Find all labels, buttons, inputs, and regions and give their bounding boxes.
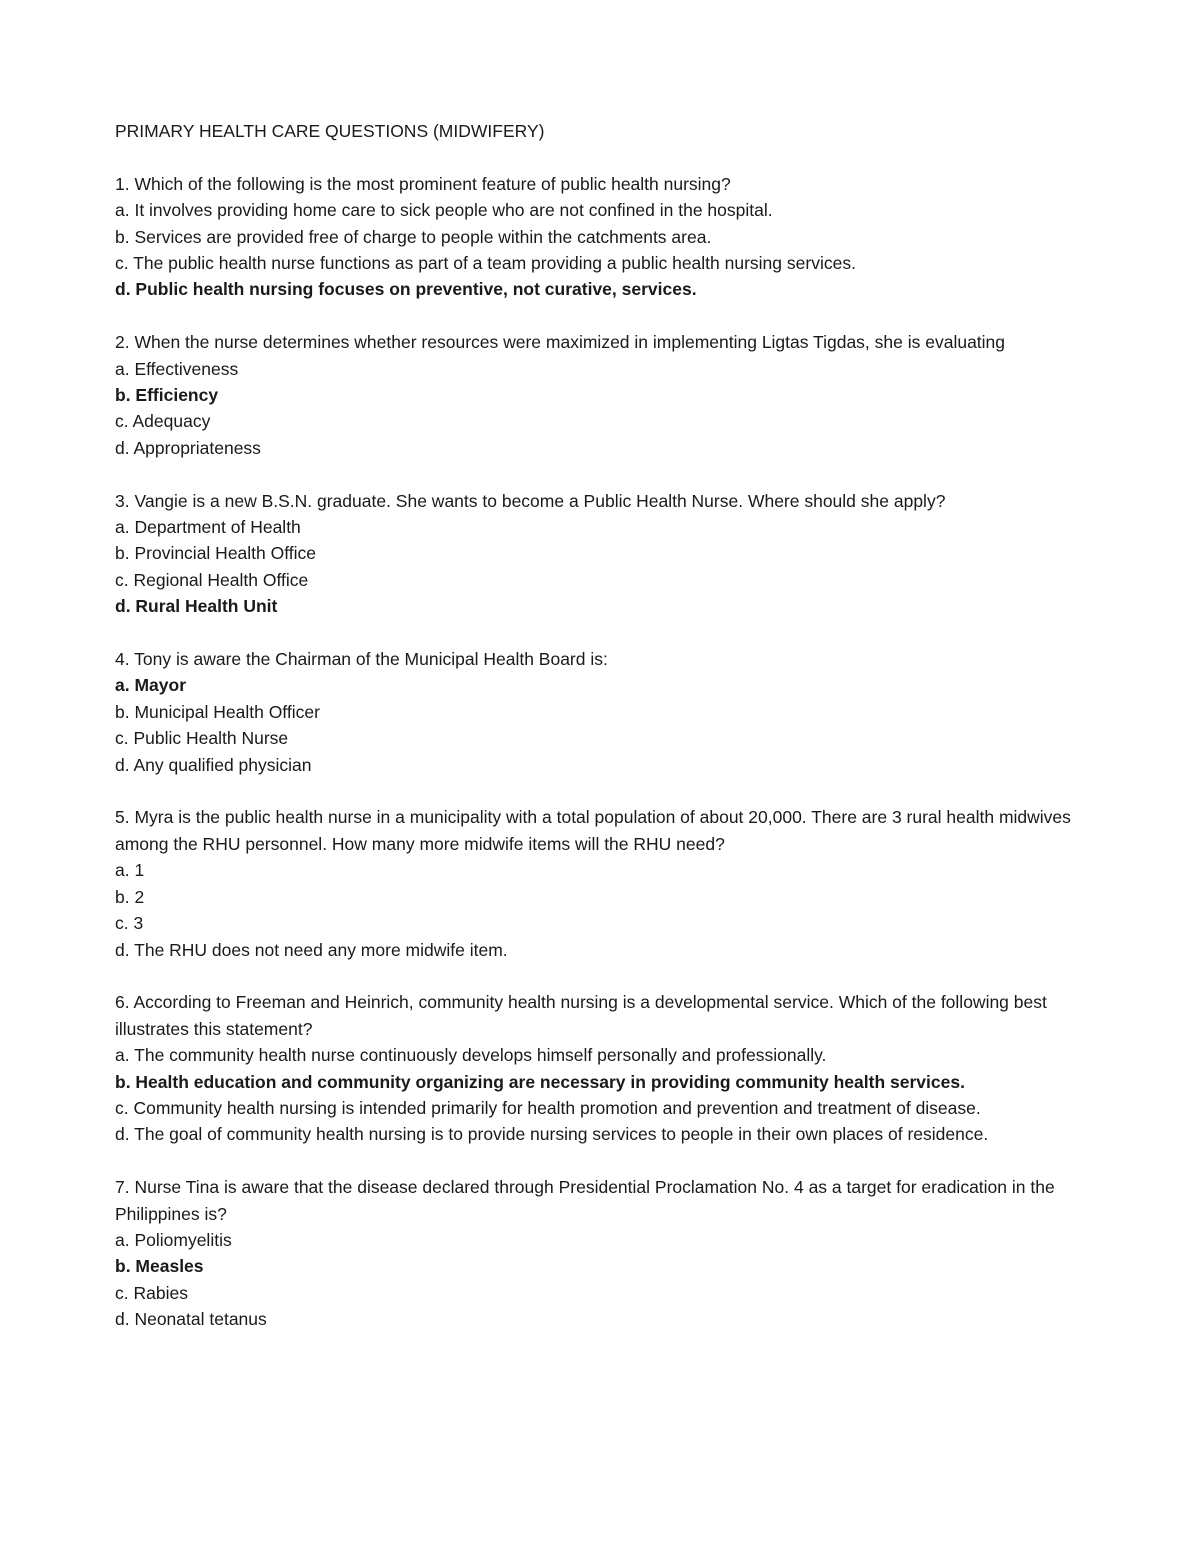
- question-list: [115, 171, 1075, 1333]
- question-stem: 1. Which of the following is the most prominent feature of public health nursing?: [115, 173, 731, 194]
- answer-option: a. Mayor: [115, 675, 186, 696]
- answer-option: b. Measles: [115, 1256, 204, 1277]
- choice-option: a. It involves providing home care to sick people who are not confined in the hospital.: [115, 200, 773, 221]
- answer-option: b. Health education and community organizing are necessary in providing community health services.: [115, 1071, 965, 1092]
- choice-option: a. 1: [115, 860, 145, 881]
- choice-option: b. Services are provided free of charge to people within the catchments area.: [115, 226, 712, 247]
- question-stem: 3. Vangie is a new B.S.N. graduate. She wants to become a Public Health Nurse. Where should she apply?: [115, 490, 946, 511]
- question-block: [115, 171, 1075, 303]
- choice-option: d. The goal of community health nursing is to provide nursing services to people in their own places of residence.: [115, 1124, 989, 1145]
- choice-option: d. The RHU does not need any more midwife item.: [115, 939, 508, 960]
- question-stem: 2. When the nurse determines whether resources were maximized in implementing Ligtas Tigdas, she is evaluating: [115, 332, 1006, 353]
- question-stem: 6. According to Freeman and Heinrich, community health nursing is a developmental service. Which of the following best illustrates this statement?: [115, 992, 1047, 1039]
- choice-option: c. Public Health Nurse: [115, 728, 289, 749]
- answer-option: d. Rural Health Unit: [115, 596, 278, 617]
- answer-option: b. Efficiency: [115, 385, 219, 406]
- choice-option: c. The public health nurse functions as part of a team providing a public health nursing services.: [115, 253, 856, 274]
- question-stem: 7. Nurse Tina is aware that the disease declared through Presidential Proclamation No. 4 as a target for eradication in the Philippines is?: [115, 1177, 1055, 1224]
- choice-option: c. 3: [115, 913, 144, 934]
- choice-option: a. The community health nurse continuously develops himself personally and professionally.: [115, 1045, 827, 1066]
- question-block: [115, 804, 1075, 962]
- choice-option: d. Neonatal tetanus: [115, 1309, 267, 1330]
- choice-option: a. Effectiveness: [115, 358, 239, 379]
- question-stem: 4. Tony is aware the Chairman of the Municipal Health Board is:: [115, 649, 608, 670]
- choice-option: b. Provincial Health Office: [115, 543, 317, 564]
- question-block: [115, 1174, 1075, 1332]
- choice-option: d. Any qualified physician: [115, 754, 312, 775]
- choice-option: c. Community health nursing is intended primarily for health promotion and prevention and treatment of disease.: [115, 1097, 981, 1118]
- document-title: PRIMARY HEALTH CARE QUESTIONS (MIDWIFERY): [115, 121, 545, 141]
- choice-option: a. Poliomyelitis: [115, 1229, 232, 1250]
- choice-option: c. Adequacy: [115, 411, 211, 432]
- choice-option: a. Department of Health: [115, 517, 301, 538]
- choice-option: c. Regional Health Office: [115, 569, 309, 590]
- question-block: [115, 989, 1075, 1147]
- question-stem: 5. Myra is the public health nurse in a municipality with a total population of about 20,000. There are 3 rural health midwives among the RHU personnel. How many more midwife items will the RHU need?: [115, 807, 1071, 854]
- document-page: [115, 118, 1075, 1359]
- question-block: [115, 488, 1075, 620]
- choice-option: c. Rabies: [115, 1282, 188, 1303]
- question-block: [115, 329, 1075, 461]
- choice-option: d. Appropriateness: [115, 437, 261, 458]
- question-block: [115, 646, 1075, 778]
- choice-option: b. Municipal Health Officer: [115, 701, 320, 722]
- answer-option: d. Public health nursing focuses on preventive, not curative, services.: [115, 279, 697, 300]
- choice-option: b. 2: [115, 886, 145, 907]
